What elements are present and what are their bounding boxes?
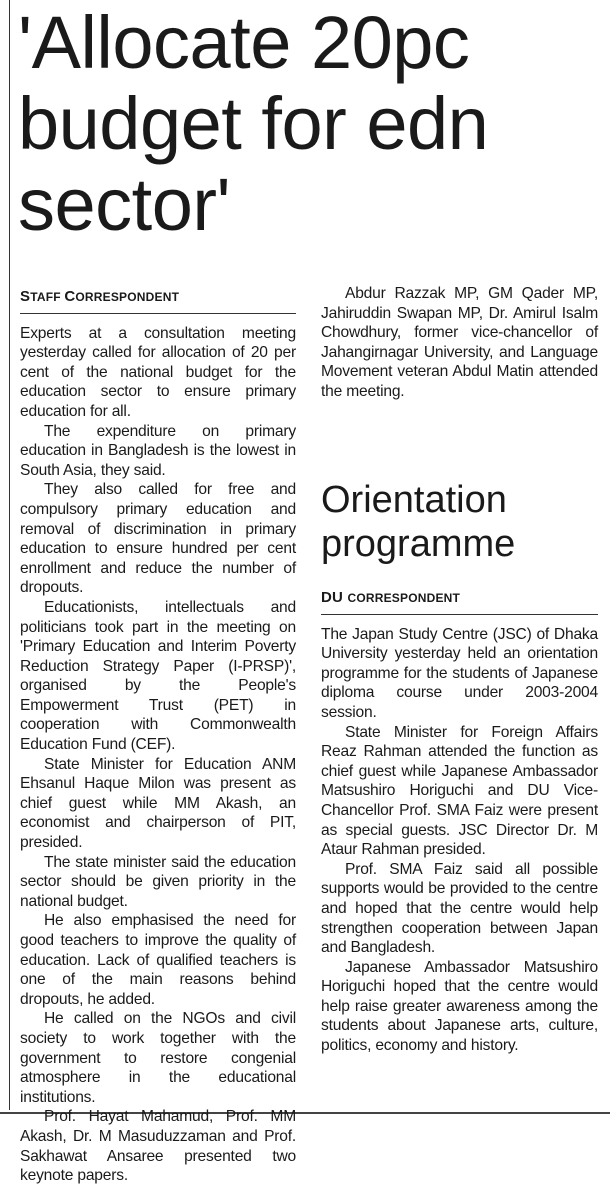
byline-part: DU <box>321 589 344 606</box>
article-body-right-continued <box>321 284 598 402</box>
paragraph: The Japan Study Centre (JSC) of Dhaka University yesterday held an orientation programme for the students of Japanese diploma course under 2003-2004 session. <box>321 625 598 721</box>
paragraph: Abdur Razzak MP, GM Qader MP, Jahiruddin Swapan MP, Dr. Amirul Isalm Chowdhury, former vice-chancellor of Jahangirnagar University, and Language Movement veteran Abdul Matin attended the meeting. <box>321 285 598 400</box>
paragraph: They also called for free and compulsory primary education and removal of discrimination in primary education to ensure hundred per cent enrollment and reduce the number of dropouts. <box>20 481 296 597</box>
paragraph: State Minister for Education ANM Ehsanul Haque Milon was present as chief guest while MM Akash, an economist and chairperson of PIT, presided. <box>20 755 296 852</box>
paragraph: He also emphasised the need for good teachers to improve the quality of education. Lack of qualified teachers is one of the main reasons behind dropouts, he added. <box>20 912 296 1008</box>
article-body-2 <box>321 588 598 1056</box>
paragraph: The expenditure on primary education in Bangladesh is the lowest in South Asia, they said. <box>20 422 296 479</box>
article-headline-2: Orientation programme <box>321 479 516 565</box>
paragraph: Experts at a consultation meeting yesterday called for allocation of 20 per cent of the national budget for the education sector to ensure primary education for all. <box>20 324 296 420</box>
paragraph: He called on the NGOs and civil society to work together with the government to restore congenial atmosphere in the educational institutions. <box>20 1010 296 1106</box>
column-rule <box>9 0 10 1110</box>
paragraph: Prof. SMA Faiz said all possible supports would be provided to the centre and hoped that the centre would help strengthen cooperation between Japan and Bangladesh. <box>321 860 598 957</box>
byline-part: TAFF <box>30 290 65 304</box>
byline-2 <box>321 588 598 615</box>
byline-part: S <box>20 288 31 305</box>
paragraph: Educationists, intellectuals and politicians took part in the meeting on 'Primary Education and Interim Poverty Reduction Strategy Paper (I-PRSP)', organised by the People's Empowerment Trust (PET) in cooperation with Commonwealth Education Fund (CEF). <box>20 598 296 754</box>
byline <box>20 287 296 314</box>
byline-part: ORRESPONDENT <box>75 290 180 304</box>
byline-part: CORRESPONDENT <box>347 591 461 605</box>
paragraph: Prof. Hayat Mahamud, Prof. MM Akash, Dr. M Masuduzzaman and Prof. Sakhawat Ansaree presented two keynote papers. <box>20 1108 296 1185</box>
paragraph: Japanese Ambassador Matsushiro Horiguchi hoped that the centre would help raise greater awareness among the students about Japanese arts, culture, politics, economy and history. <box>321 958 598 1055</box>
paragraph: State Minister for Foreign Affairs Reaz Rahman attended the function as chief guest while Japanese Ambassador Matsushiro Horiguchi and DU Vice-Chancellor Prof. SMA Faiz were present as special guests. JSC Director Dr. M Ataur Rahman presided. <box>321 723 598 859</box>
byline-part: C <box>64 288 76 305</box>
article-headline: 'Allocate 20pc budget for edn sector' <box>18 1 489 246</box>
article-body-left <box>20 287 296 1186</box>
paragraph: The state minister said the education sector should be given priority in the national budget. <box>20 853 296 910</box>
